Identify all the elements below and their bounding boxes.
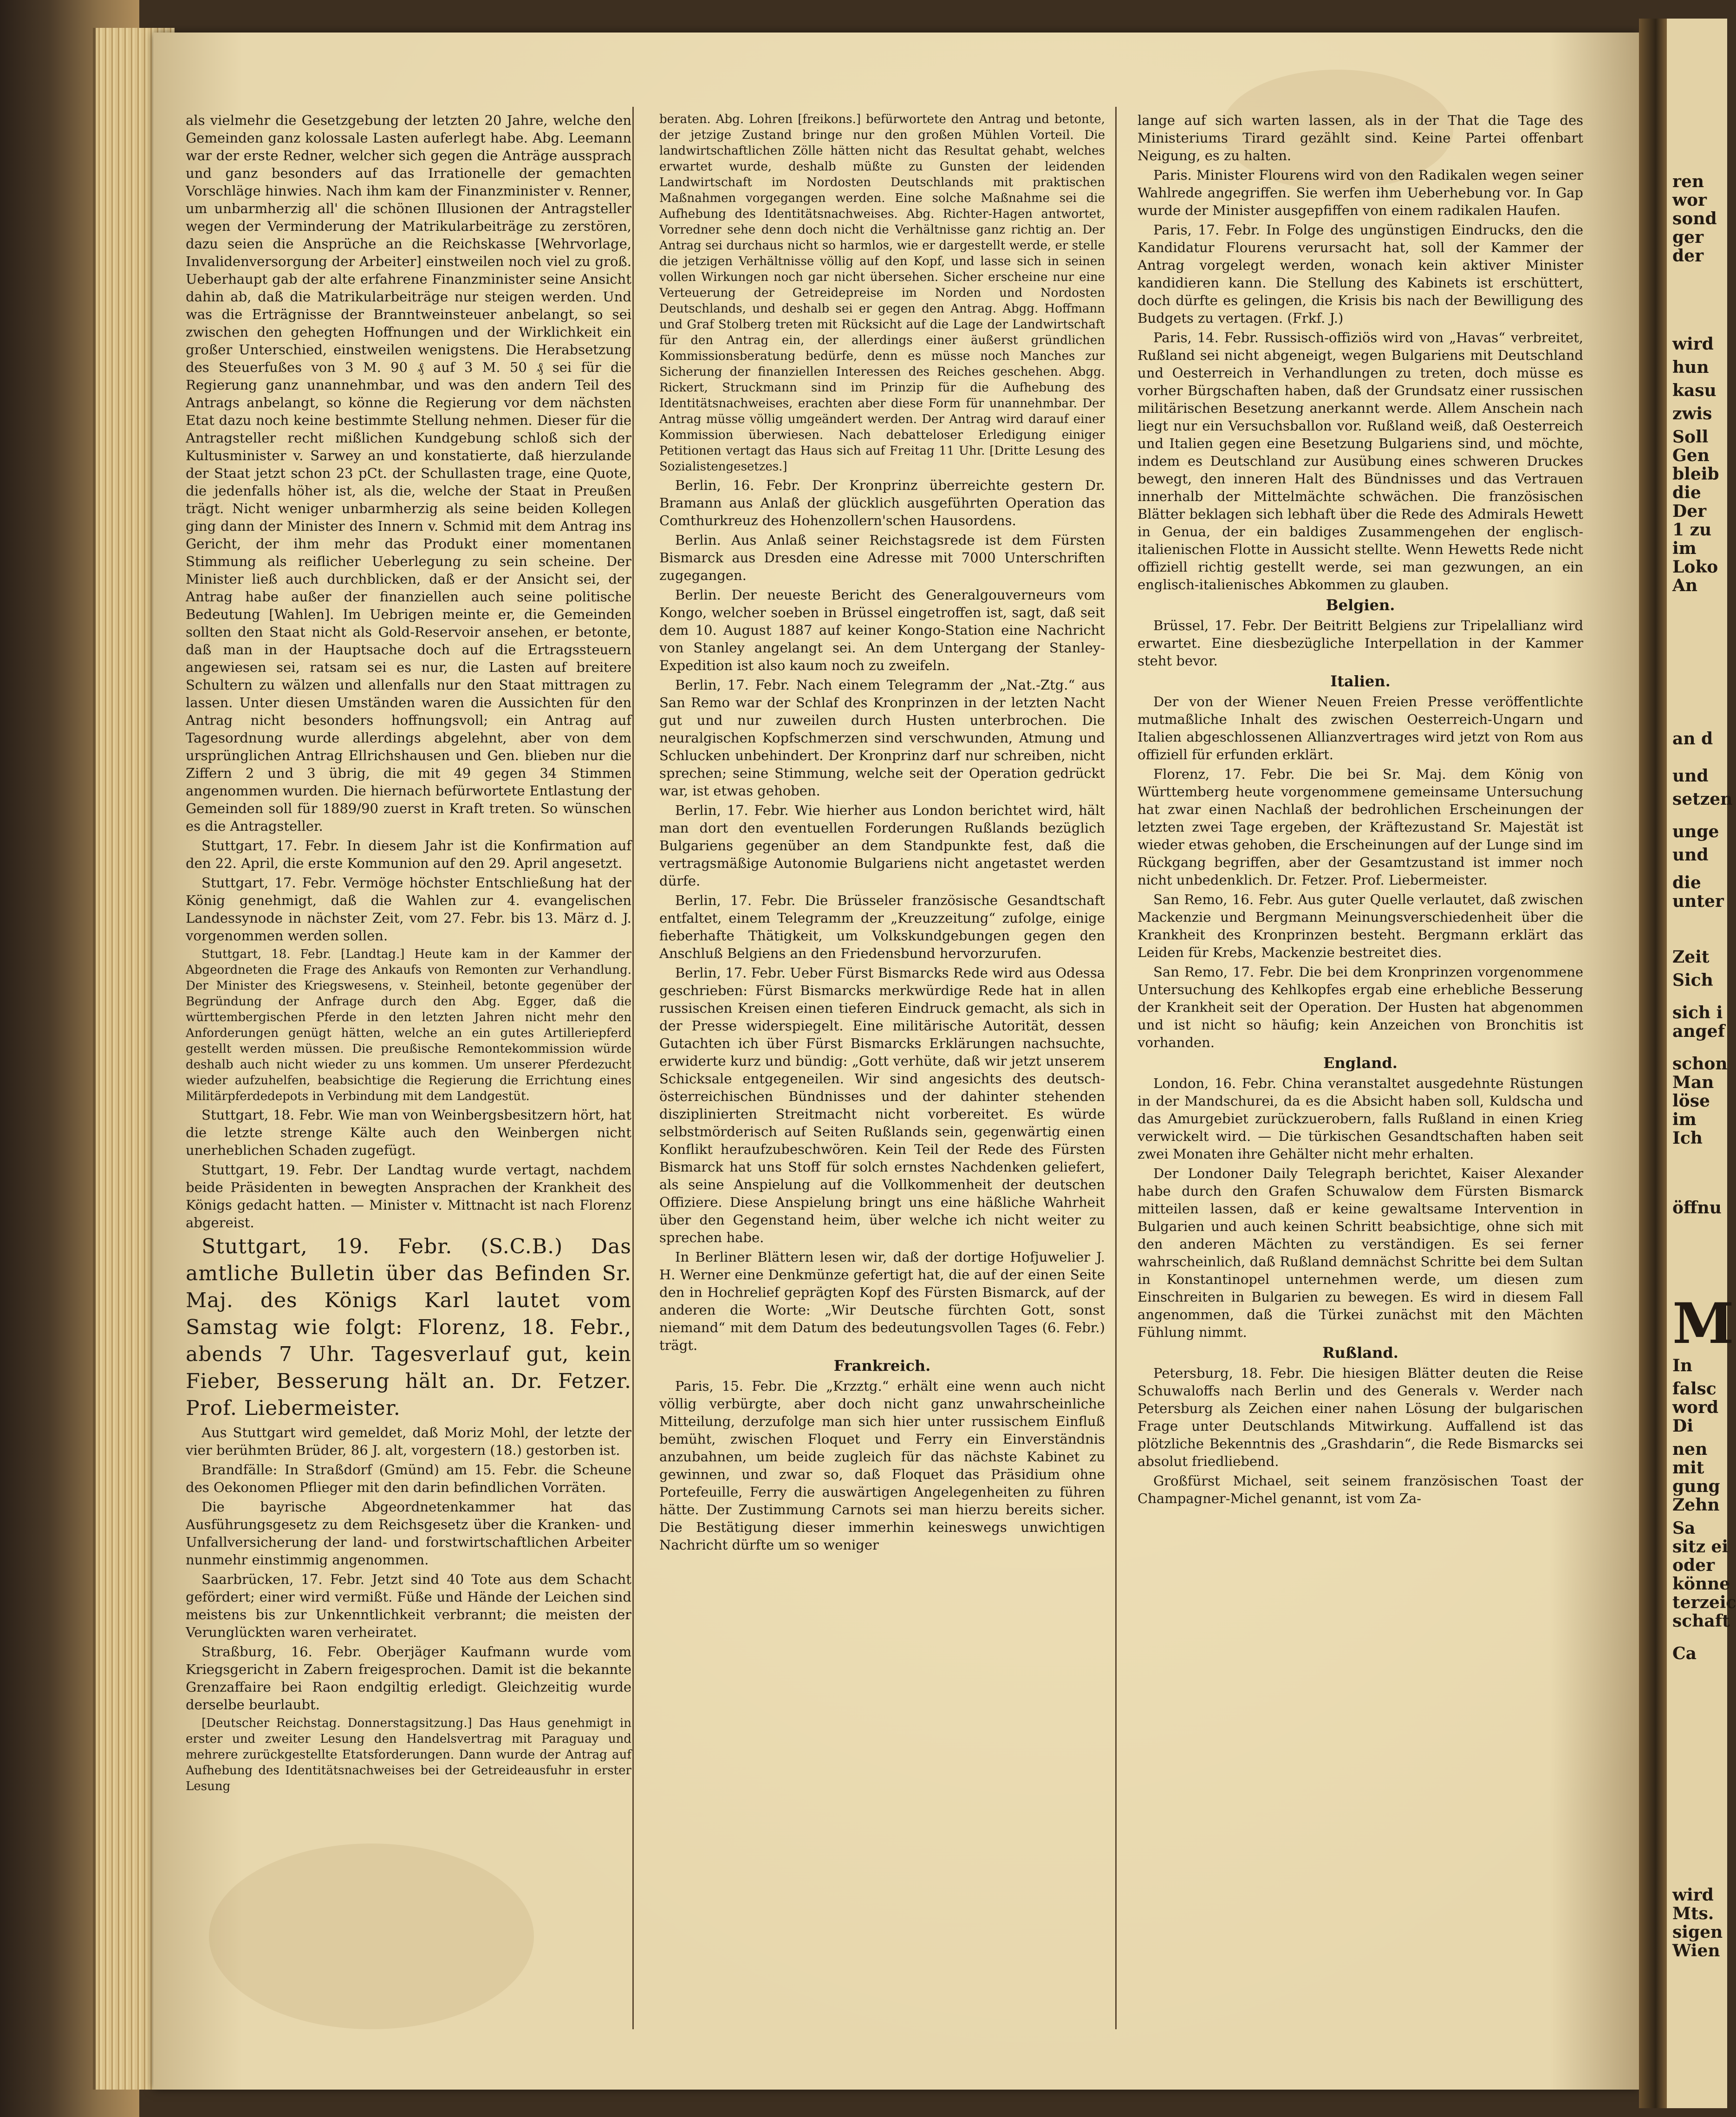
adjacent-page-fragment: Soll: [1672, 427, 1709, 447]
adjacent-page-fragment: angef: [1672, 1022, 1725, 1041]
section-heading: Belgien.: [1326, 596, 1395, 614]
adjacent-page-fragment: M: [1672, 1291, 1734, 1356]
article-paragraph: Paris, 15. Febr. Die „Krzztg.“ erhält eine wenn auch nicht völlig verbürgte, aber doch nicht ganz unwahrscheinliche Mitteilung, derzufolge man sich hier unter russischem Einfluß bemüht, zwischen Floquet und Ferry ein Einverständnis anzubahnen, um beide zugleich für das nächste Kabinet zu gewinnen, und zwar so, daß Floquet das Präsidium ohne Portefeuille, Ferry die auswärtigen Angelegenheiten zu führen hätte. Der Zustimmung Carnots sei man hierzu bereits sicher. Die Bestätigung dieser immerhin keineswegs unwichtigen Nachricht dürfte um so weniger: [659, 1378, 1105, 1553]
adjacent-page-fragment: die: [1672, 873, 1701, 892]
section-heading: Rußland.: [1322, 1344, 1398, 1361]
adjacent-page-fragment: schon: [1672, 1054, 1728, 1074]
adjacent-page-fragment: schaft: [1672, 1611, 1730, 1631]
adjacent-page-fragment: Loko: [1672, 557, 1718, 577]
adjacent-page-fragment: terzeic: [1672, 1593, 1736, 1612]
article-paragraph: Stuttgart, 17. Febr. In diesem Jahr ist die Konfirmation auf den 22. April, die erste Kommunion auf den 29. April angesetzt.: [186, 838, 631, 871]
adjacent-page-fragment: Zeit: [1672, 947, 1710, 967]
column-rule: [1115, 107, 1117, 2029]
adjacent-page-fragment: word: [1672, 1398, 1719, 1417]
adjacent-page-fragment: gung: [1672, 1477, 1720, 1496]
adjacent-page-fragment: kasu: [1672, 381, 1716, 400]
article-paragraph: Paris, 14. Febr. Russisch-offiziös wird von „Havas“ verbreitet, Rußland sei nicht abgeneigt, wegen Bulgariens mit Deutschland und Oesterreich in Verhandlungen zu treten, doch müsse es vorher Bürgschaften haben, daß der Grundsatz einer russischen militärischen Besetzung anerkannt werde. Allem Anschein nach liegt nur ein Versuchsballon vor. Rußland weiß, daß Oesterreich und Italien gegen eine Besetzung Bulgariens sind, und möchte, indem es Deutschland zur Ausübung eines schweren Druckes bewegt, den inneren Halt des Bündnisses und das Vertrauen innerhalb der Mittelmächte schwächen. Die französischen Blätter beklagen sich lebhaft über die Rede des Admirals Hewett in Genua, der ein baldiges Zusammengehen der englisch-italienischen Flotte in Aussicht stellte. Wenn Hewetts Rede nicht offiziell richtig gestellt werde, sei man gezwungen, an ein englisch-italienisches Abkommen zu glauben.: [1138, 330, 1583, 593]
adjacent-page-fragment: löse: [1672, 1091, 1710, 1111]
adjacent-page-fragment: öffnu: [1672, 1198, 1722, 1218]
adjacent-page-fragment: sond: [1672, 209, 1717, 228]
column-2: [659, 111, 1105, 2025]
adjacent-page-fragment: falsc: [1672, 1379, 1716, 1399]
adjacent-page-fragment: im: [1672, 539, 1697, 558]
article-paragraph: lange auf sich warten lassen, als in der That die Tage des Ministeriums Tirard gezählt sind. Keine Partei offenbart Neigung, es zu halten.: [1138, 112, 1583, 163]
adjacent-page-fragment: unter: [1672, 892, 1724, 911]
article-paragraph: Stuttgart, 19. Febr. Der Landtag wurde vertagt, nachdem beide Präsidenten in bewegten Ansprachen der Krankheit des Königs gedacht hatten. — Minister v. Mittnacht ist nach Florenz abgereist.: [186, 1162, 631, 1231]
adjacent-page-fragment: An: [1672, 576, 1698, 595]
article-paragraph: Berlin. Der neueste Bericht des Generalgouverneurs vom Kongo, welcher soeben in Brüssel eingetroffen ist, sagt, daß seit dem 10. August 1887 auf keiner Kongo-Station eine Nachricht von Stanley angelangt sei. An dem Untergang der Stanley-Expedition ist also kaum noch zu zweifeln.: [659, 587, 1105, 673]
adjacent-page-fragment: zwis: [1672, 404, 1712, 423]
article-paragraph: Paris, 17. Febr. In Folge des ungünstigen Eindrucks, den die Kandidatur Flourens verursacht hat, soll der Kammer der Antrag vorgelegt werden, wonach kein aktiver Minister kandidieren kann. Die Stellung des Kabinets ist erschüttert, doch dürfte es gelingen, die Krisis bis nach der Bewilligung des Budgets zu vertagen. (Frkf. J.): [1138, 222, 1583, 326]
adjacent-page-fragment: mit: [1672, 1458, 1704, 1478]
adjacent-page: [1667, 19, 1736, 2108]
article-paragraph: Paris. Minister Flourens wird von den Radikalen wegen seiner Wahlrede angegriffen. Sie werfen ihm Ueberhebung vor. In Gap wurde der Minister ausgepfiffen von einem radikalen Haufen.: [1138, 167, 1583, 218]
adjacent-page-fragment: sitz ei: [1672, 1537, 1729, 1557]
book-gutter: [1639, 19, 1667, 2108]
adjacent-page-fragment: im: [1672, 1110, 1697, 1129]
adjacent-page-fragment: Wien: [1672, 1941, 1720, 1961]
adjacent-page-fragment: hun: [1672, 358, 1709, 377]
article-paragraph: Stuttgart, 18. Febr. [Landtag.] Heute kam in der Kammer der Abgeordneten die Frage des Ankaufs von Remonten zur Verhandlung. Der Minister des Kriegswesens, v. Steinheil, betonte gegenüber der Begründung der Anfrage durch den Abg. Egger, daß die württembergischen Pferde in den letzten Jahren nicht mehr den Anforderungen genügt hätten, welche an ein gutes Artilleriepferd gestellt werden müssen. Die preußische Remontekommission würde deshalb auch nicht wieder zu uns kommen. Um unserer Pferdezucht wieder aufzuhelfen, beabsichtige die Regierung die Errichtung eines Militärpferdedepots in Verbindung mit dem Landgestüt.: [186, 947, 631, 1103]
section-heading: Frankreich.: [833, 1357, 931, 1374]
adjacent-page-fragment: und: [1672, 845, 1709, 865]
adjacent-page-fragment: In: [1672, 1356, 1693, 1375]
column-1: [186, 111, 631, 2025]
adjacent-page-fragment: 1 zu: [1672, 520, 1712, 540]
article-paragraph: Berlin, 17. Febr. Wie hierher aus London berichtet wird, hält man dort den eventuellen Forderungen Rußlands bezüglich Bulgariens gegenüber an dem Standpunkte fest, daß die vertragsmäßige Autonomie Bulgariens nicht angetastet werden dürfe.: [659, 802, 1105, 889]
article-paragraph: Aus Stuttgart wird gemeldet, daß Moriz Mohl, der letzte der vier berühmten Brüder, 86 J. alt, vorgestern (18.) gestorben ist.: [186, 1425, 631, 1458]
adjacent-page-fragment: unge: [1672, 822, 1719, 841]
article-paragraph: Berlin. Aus Anlaß seiner Reichstagsrede ist dem Fürsten Bismarck aus Dresden eine Adresse mit 7000 Unterschriften zugegangen.: [659, 532, 1105, 583]
adjacent-page-fragment: könne: [1672, 1574, 1730, 1594]
article-paragraph: als vielmehr die Gesetzgebung der letzten 20 Jahre, welche den Gemeinden ganz kolossale Lasten auferlegt habe. Abg. Leemann war der erste Redner, welcher sich gegen die Anträge aussprach und ganz besonders auf das Irrationelle der gemachten Vorschläge hinwies. Nach ihm kam der Finanzminister v. Renner, um unbarmherzig all' die schönen Illusionen der Antragsteller wegen der Verminderung der Matrikularbeiträge zu zerstören, dazu seien die Ansprüche an die Reichskasse [Wehrvorlage, Invalidenversorgung der Arbeiter] einstweilen noch viel zu groß. Ueberhaupt gab der alte erfahrene Finanzminister seine Ansicht dahin ab, daß die Matrikularbeiträge nur steigen werden. Und was die Erträgnisse der Branntweinsteuer anbelangt, so sei zwischen den gehegten Hoffnungen und der Wirklichkeit ein großer Unterschied, einstweilen wenigstens. Die Herabsetzung des Steuerfußes von 3 M. 90 ₰ auf 3 M. 50 ₰ sei für die Regierung ganz unannehmbar, und was den andern Teil des Antrags anbelangt, so könne die Regierung vor dem nächsten Etat dazu noch keine bestimmte Stellung nehmen. Dieser für die Antragsteller recht mißlichen Kundgebung schloß sich der Kultusminister v. Sarwey an und konstatierte, daß hierzulande der Staat jetzt schon 23 pCt. der Schullasten trage, eine Quote, die jedenfalls höher ist, als die, welche der Staat in Preußen trägt. Nicht weniger unbarmherzig als seine beiden Kollegen ging dann der Minister des Innern v. Schmid mit dem Antrag ins Gericht, der ihm mehr das Produkt einer momentanen Stimmung als reiflicher Ueberlegung zu sein scheine. Der Minister ließ auch durchblicken, daß er der Ansicht sei, der Antrag habe außer der finanziellen auch seine politische Bedeutung [Wahlen]. Im Uebrigen meinte er, die Gemeinden sollten den Staat nicht als Gold-Reservoir ansehen, er betonte, daß man in der Hauptsache doch auf die Ertragssteuern angewiesen sei, ratsam sei es nur, die Lasten auf breitere Schultern zu wälzen und allenfalls nur den Staat mittragen zu lassen. Unter diesen Umständen waren die Aussichten für den Antrag nicht besonders hoffnungsvoll; ein Antrag auf Tagesordnung wurde allerdings abgelehnt, aber von dem ursprünglichen Antrag Ellrichshausen und Gen. blieben nur die Ziffern 2 und 3 übrig, die mit 49 gegen 34 Stimmen angenommen wurden. Die hiernach befürwortete Entlastung der Gemeinden soll für 1889/90 zuerst in Kraft treten. So wünschen es die Antragsteller.: [186, 112, 631, 834]
article-paragraph: Berlin, 17. Febr. Nach einem Telegramm der „Nat.-Ztg.“ aus San Remo war der Schlaf des Kronprinzen in der letzten Nacht gut und nur zuweilen durch Husten unterbrochen. Die neuralgischen Kopfschmerzen sind verschwunden, Atmung und Schlucken unbehindert. Der Kronprinz darf nur schreiben, nicht sprechen; seine Stimmung, welche seit der Operation gedrückt war, ist etwas gehoben.: [659, 677, 1105, 799]
article-paragraph: In Berliner Blättern lesen wir, daß der dortige Hofjuwelier J. H. Werner eine Denkmünze gefertigt hat, die auf der einen Seite den in Hochrelief geprägten Kopf des Fürsten Bismarck, auf der anderen die Worte: „Wir Deutsche fürchten Gott, sonst niemand“ mit dem Datum des bedeutungsvollen Tages (6. Febr.) trägt.: [659, 1249, 1105, 1353]
adjacent-page-fragment: Man: [1672, 1073, 1714, 1092]
article-paragraph: Stuttgart, 18. Febr. Wie man von Weinbergsbesitzern hört, hat die letzte strenge Kälte auch den Weinbergen nicht unerheblichen Schaden zugefügt.: [186, 1107, 631, 1158]
article-paragraph: Brüssel, 17. Febr. Der Beitritt Belgiens zur Tripelallianz wird erwartet. Eine diesbezügliche Interpellation in der Kammer steht bevor.: [1138, 618, 1583, 669]
adjacent-page-fragment: bleib: [1672, 464, 1719, 484]
adjacent-page-fragment: sigen: [1672, 1922, 1723, 1942]
section-heading: Italien.: [1330, 672, 1391, 690]
article-paragraph: Brandfälle: In Straßdorf (Gmünd) am 15. Febr. die Scheune des Oekonomen Pflieger mit den darin befindlichen Vorräten.: [186, 1462, 631, 1495]
adjacent-page-fragment: und: [1672, 766, 1709, 786]
adjacent-page-fragment: der: [1672, 246, 1704, 266]
article-paragraph: Die bayrische Abgeordnetenkammer hat das Ausführungsgesetz zu dem Reichsgesetz über die Kranken- und Unfallversicherung der land- und forstwirtschaftlichen Arbeiter nunmehr einstimmig angenommen.: [186, 1499, 631, 1568]
adjacent-page-fragment: Ca: [1672, 1644, 1697, 1663]
adjacent-page-fragment: nen: [1672, 1440, 1708, 1459]
adjacent-page-fragment: Gen: [1672, 446, 1710, 465]
column-3: [1138, 111, 1583, 2025]
article-paragraph: London, 16. Febr. China veranstaltet ausgedehnte Rüstungen in der Mandschurei, da es die Absicht haben soll, Kuldscha und das Amurgebiet zurückzuerobern, falls Rußland in einen Krieg verwickelt wird. — Die türkischen Gesandtschaften haben seit zwei Monaten ihre Gehälter nicht mehr erhalten.: [1138, 1075, 1583, 1162]
article-paragraph: Saarbrücken, 17. Febr. Jetzt sind 40 Tote aus dem Schacht gefördert; einer wird vermißt. Füße und Hände der Leichen sind meistens bis zur Unkenntlichkeit verbrannt; die meisten der Verunglückten waren verheiratet.: [186, 1571, 631, 1640]
adjacent-page-fragment: oder: [1672, 1556, 1715, 1575]
adjacent-page-fragment: Mts.: [1672, 1904, 1714, 1923]
adjacent-page-fragment: Der: [1672, 502, 1707, 521]
article-paragraph: Florenz, 17. Febr. Die bei Sr. Maj. dem König von Württemberg heute vorgenommene gemeinsame Untersuchung hat zwar einen Nachlaß der bedrohlichen Erscheinungen der letzten zwei Tage ergeben, der Kräftezustand Sr. Majestät ist wieder etwas gehoben, die Erscheinungen auf der Lunge sind im Rückgang begriffen, aber der Gesamtzustand ist immer noch nicht unbedenklich. Dr. Fetzer. Prof. Liebermeister.: [1138, 766, 1583, 888]
adjacent-page-fragment: an d: [1672, 729, 1713, 749]
adjacent-page-fragment: Sich: [1672, 971, 1713, 990]
article-paragraph: Berlin, 17. Febr. Die Brüsseler französische Gesandtschaft entfaltet, einem Telegramm der „Kreuzzeitung“ zufolge, einige fieberhafte Thätigkeit, um Volkskundgebungen gegen den Anschluß Belgiens an den Friedensbund hervorzurufen.: [659, 892, 1105, 961]
adjacent-page-fragment: wor: [1672, 190, 1707, 210]
article-paragraph: [Deutscher Reichstag. Donnerstagsitzung.] Das Haus genehmigt in erster und zweiter Lesung den Handelsvertrag mit Paraguay und mehrere zurückgestellte Etatsforderungen. Dann wurde der Antrag auf Aufhebung des Identitätsnachweises bei der Getreideausfuhr in erster Lesung: [186, 1716, 631, 1793]
adjacent-page-fragment: wird: [1672, 334, 1714, 354]
adjacent-page-fragment: die: [1672, 483, 1701, 502]
article-paragraph: Der Londoner Daily Telegraph berichtet, Kaiser Alexander habe durch den Grafen Schuwalow dem Fürsten Bismarck mitteilen lassen, daß er keine gewaltsame Intervention in Bulgarien und auch keinen Schritt beabsichtige, ohne sich mit den anderen Mächten zu verständigen. Es sei ferner wahrscheinlich, daß Rußland demnächst Schritte bei dem Sultan in Konstantinopel unternehmen werde, um diesen zum Einschreiten in Bulgarien zu bewegen. Es wird in diesem Fall angenommen, daß die Türkei zunächst mit den Mächten Fühlung nimmt.: [1138, 1166, 1583, 1340]
adjacent-page-fragment: setzen: [1672, 789, 1733, 809]
article-paragraph: Stuttgart, 19. Febr. (S.C.B.) Das amtliche Bulletin über das Befinden Sr. Maj. des Königs Karl lautet vom Samstag wie folgt: Florenz, 18. Febr., abends 7 Uhr. Tagesverlauf gut, kein Fieber, Besserung hält an. Dr. Fetzer. Prof. Liebermeister.: [186, 1235, 631, 1420]
article-paragraph: San Remo, 16. Febr. Aus guter Quelle verlautet, daß zwischen Mackenzie und Bergmann Meinungsverschiedenheit über die Krankheit des Kronprinzen besteht. Bergmann erklärt das Leiden für Krebs, Mackenzie bestreitet dies.: [1138, 892, 1583, 960]
adjacent-page-fragment: ren: [1672, 172, 1704, 191]
article-paragraph: Berlin, 16. Febr. Der Kronprinz überreichte gestern Dr. Bramann aus Anlaß der glücklich ausgeführten Operation das Comthurkreuz des Hohenzollern'schen Hausordens.: [659, 477, 1105, 528]
adjacent-page-fragment: Di: [1672, 1416, 1693, 1436]
article-paragraph: beraten. Abg. Lohren [freikons.] befürwortete den Antrag und betonte, der jetzige Zustand bringe nur den großen Mühlen Vorteil. Die landwirtschaftlichen Zölle hätten nicht das Resultat gehabt, welches erwartet wurde, deshalb müßte zu Gunsten der leidenden Landwirtschaft im Nordosten Deutschlands mit praktischen Maßnahmen vorgegangen werden. Eine solche Maßnahme sei die Aufhebung des Identitätsnachweises. Abg. Richter-Hagen antwortet, Vorredner sehe denn doch nicht die Verhältnisse ganz richtig an. Der Antrag sei durchaus nicht so harmlos, wie er dargestellt werde, er stelle die jetzigen Verhältnisse völlig auf den Kopf, und lasse sich in seinen vollen Wirkungen noch gar nicht übersehen. Sicher erscheine nur eine Verteuerung der Getreidepreise im Norden und Nordosten Deutschlands, und deshalb sei er gegen den Antrag. Abgg. Hoffmann und Graf Stolberg treten mit Rücksicht auf die Lage der Landwirtschaft für den Antrag ein, der allerdings einer äußerst gründlichen Kommissionsberatung bedürfe, denn es müsse noch Manches zur Sicherung der finanziellen Interessen des Reiches geschehen. Abgg. Rickert, Struckmann sind im Prinzip für die Aufhebung des Identitätsnachweises, erachten aber diese Form für unannehmbar. Der Antrag müsse völlig umgeändert werden. Der Antrag wird darauf einer Kommission überwiesen. Nach debatteloser Erledigung einiger Petitionen vertagt das Haus sich auf Freitag 11 Uhr. [Dritte Lesung des Sozialistengesetzes.]: [659, 112, 1105, 474]
article-paragraph: San Remo, 17. Febr. Die bei dem Kronprinzen vorgenommene Untersuchung des Kehlkopfes ergab eine erhebliche Besserung der Krankheit seit der Operation. Der Husten hat abgenommen und ist nicht so häufig; kein Anzeichen von Bronchitis ist vorhanden.: [1138, 964, 1583, 1050]
article-paragraph: Stuttgart, 17. Febr. Vermöge höchster Entschließung hat der König genehmigt, daß die Wahlen zur 4. evangelischen Landessynode in nächster Zeit, vom 27. Febr. bis 13. März d. J. vorgenommen werden sollen.: [186, 875, 631, 944]
adjacent-page-fragment: Sa: [1672, 1518, 1696, 1538]
adjacent-page-fragment: Ich: [1672, 1128, 1703, 1148]
article-paragraph: Straßburg, 16. Febr. Oberjäger Kaufmann wurde vom Kriegsgericht in Zabern freigesprochen. Damit ist die bekannte Grenzaffaire bei Raon endgiltig erledigt. Gleichzeitig wurde derselbe beurlaubt.: [186, 1644, 631, 1713]
column-rule: [632, 107, 634, 2029]
adjacent-page-fragment: ger: [1672, 228, 1704, 247]
section-heading: England.: [1323, 1054, 1398, 1072]
article-paragraph: Der von der Wiener Neuen Freien Presse veröffentlichte mutmaßliche Inhalt des zwischen Oesterreich-Ungarn und Italien abgeschlossenen Allianzvertrages wird jetzt von Rom aus offiziell für erfunden erklärt.: [1138, 694, 1583, 762]
adjacent-page-fragment: sich i: [1672, 1003, 1723, 1023]
adjacent-page-fragment: wird: [1672, 1885, 1714, 1905]
article-paragraph: Berlin, 17. Febr. Ueber Fürst Bismarcks Rede wird aus Odessa geschrieben: Fürst Bismarcks merkwürdige Rede hat in allen russischen Kreisen einen tieferen Eindruck gemacht, als sich in der Presse widerspiegelt. Eine militärische Autorität, dessen Gutachten ich über Fürst Bismarcks Erklärungen nachsuchte, erwiderte kurz und bündig: „Gott verhüte, daß wir jetzt unserem Schicksale entgegeneilen. Wir sind angesichts des deutsch-österreichischen Bündnisses und der dahinter stehenden disziplinierten Streitmacht nicht vorbereitet. Es würde selbstmörderisch auf Seiten Rußlands sein, gegenwärtig einen Konflikt heraufzubeschwören. Kein Teil der Rede des Fürsten Bismarck hat uns Stoff für solch ernstes Nachdenken geliefert, als seine Anspielung auf die Vollkommenheit der deutschen Offiziere. Diese Anspielung bringt uns eine häßliche Wahrheit über den Gegenstand heim, über welche ich nicht weiter zu sprechen habe.: [659, 965, 1105, 1245]
article-paragraph: Petersburg, 18. Febr. Die hiesigen Blätter deuten die Reise Schuwaloffs nach Berlin und des Generals v. Werder nach Petersburg als Zeichen einer nahen Lösung der bulgarischen Frage unter Deutschlands Mitwirkung. Auffallend ist das plötzliche Bekenntnis des „Grashdarin“, die Rede Bismarcks sei absolut friedliebend.: [1138, 1365, 1583, 1469]
article-paragraph: Großfürst Michael, seit seinem französischen Toast der Champagner-Michel genannt, ist vom Za-: [1138, 1473, 1583, 1506]
adjacent-page-fragment: Zehn: [1672, 1495, 1720, 1515]
